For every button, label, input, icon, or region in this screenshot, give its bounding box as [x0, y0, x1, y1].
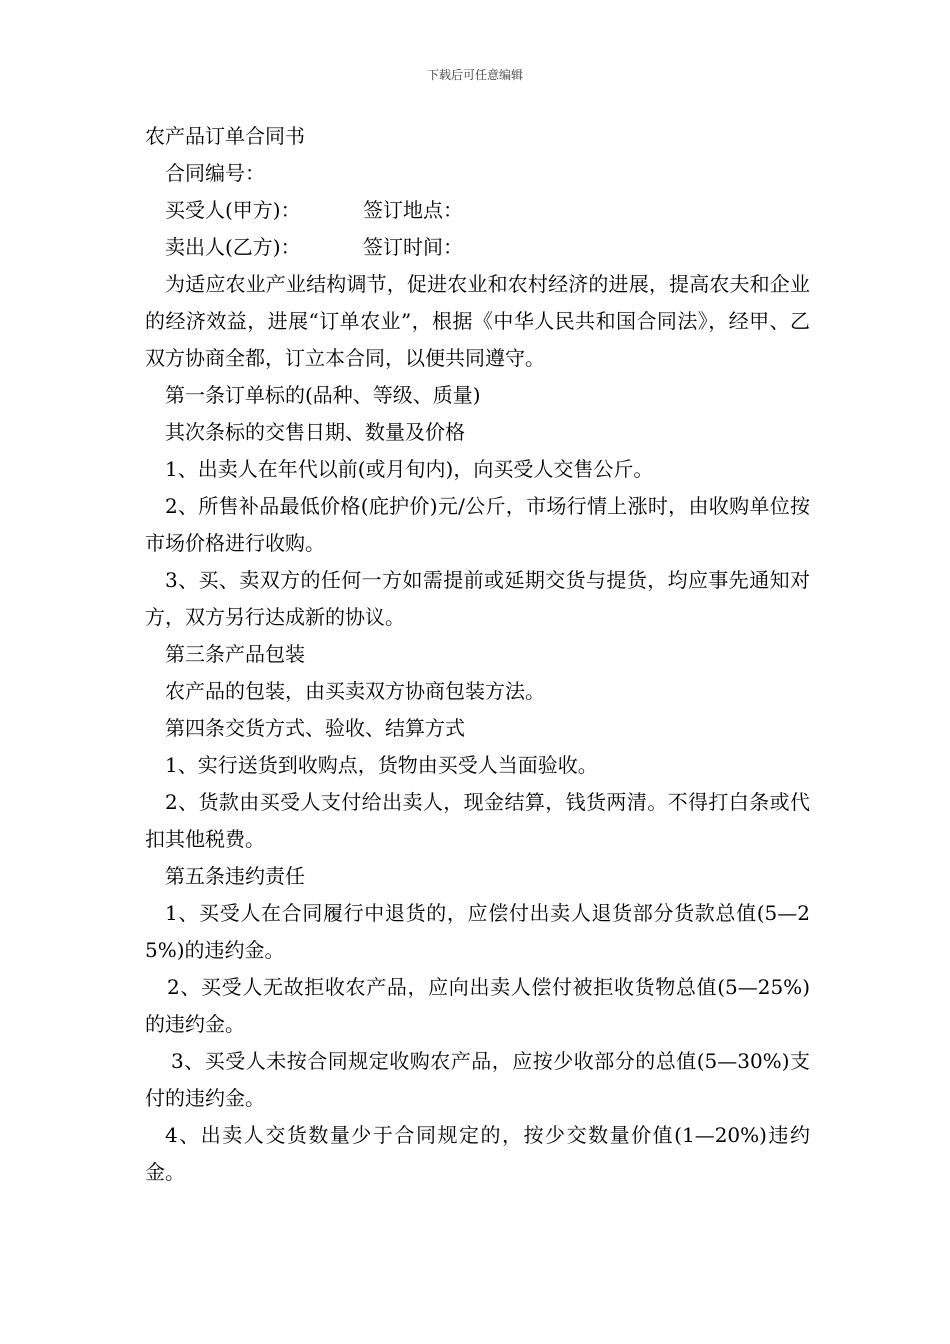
article-2-item-2: 2、所售补品最低价格(庇护价)元/公斤，市场行情上涨时，由收购单位按市场价格进行收购。 [145, 494, 810, 555]
document-title: 农产品订单合同书 [145, 124, 305, 148]
article-2-item-1: 1、出卖人在年代以前(或月旬内)，向买受人交售公斤。 [165, 457, 654, 481]
contract-number-label: 合同编号： [165, 161, 265, 185]
article-4-item-2: 2、货款由买受人支付给出卖人，现金结算，钱货两清。不得打白条或代扣其他税费。 [145, 790, 810, 851]
article-5-item-1: 1、买受人在合同履行中退货的，应偿付出卖人退货部分货款总值(5—25%)的违约金。 [145, 901, 810, 962]
article-5-heading: 第五条违约责任 [165, 864, 305, 888]
buyer-row [145, 192, 810, 229]
sign-time-label: 签订时间： [363, 235, 463, 259]
buyer-label: 买受人(甲方)： [165, 198, 301, 222]
page-header: 下载后可任意编辑 [426, 68, 523, 82]
article-5-item-3: 3、买受人未按合同规定收购农产品，应按少收部分的总值(5—30%)支付的违约金。 [145, 1049, 810, 1110]
sign-place-label: 签订地点： [363, 198, 463, 222]
article-1-heading: 第一条订单标的(品种、等级、质量) [165, 383, 481, 407]
article-2-item-3: 3、买、卖双方的任何一方如需提前或延期交货与提货，均应事先通知对方，双方另行达成新的协议。 [145, 568, 810, 629]
document-body [145, 118, 810, 1191]
article-2-heading: 其次条标的交售日期、数量及价格 [165, 420, 465, 444]
article-3-heading: 第三条产品包装 [165, 642, 305, 666]
article-3-text: 农产品的包装，由买卖双方协商包装方法。 [165, 679, 545, 703]
article-5-item-4: 4、出卖人交货数量少于合同规定的，按少交数量价值(1—20%)违约金。 [145, 1123, 810, 1184]
seller-label: 卖出人(乙方)： [165, 235, 301, 259]
article-4-heading: 第四条交货方式、验收、结算方式 [165, 716, 465, 740]
article-4-item-1: 1、实行送货到收购点，货物由买受人当面验收。 [165, 753, 598, 777]
intro-paragraph: 为适应农业产业结构调节，促进农业和农村经济的进展，提高农夫和企业的经济效益，进展“订单农业”，根据《中华人民共和国合同法》，经甲、乙双方协商全都，订立本合同，以便共同遵守。 [145, 272, 810, 370]
seller-row [145, 229, 810, 266]
article-5-item-2: 2、买受人无故拒收农产品，应向出卖人偿付被拒收货物总值(5—25%)的违约金。 [145, 975, 810, 1036]
